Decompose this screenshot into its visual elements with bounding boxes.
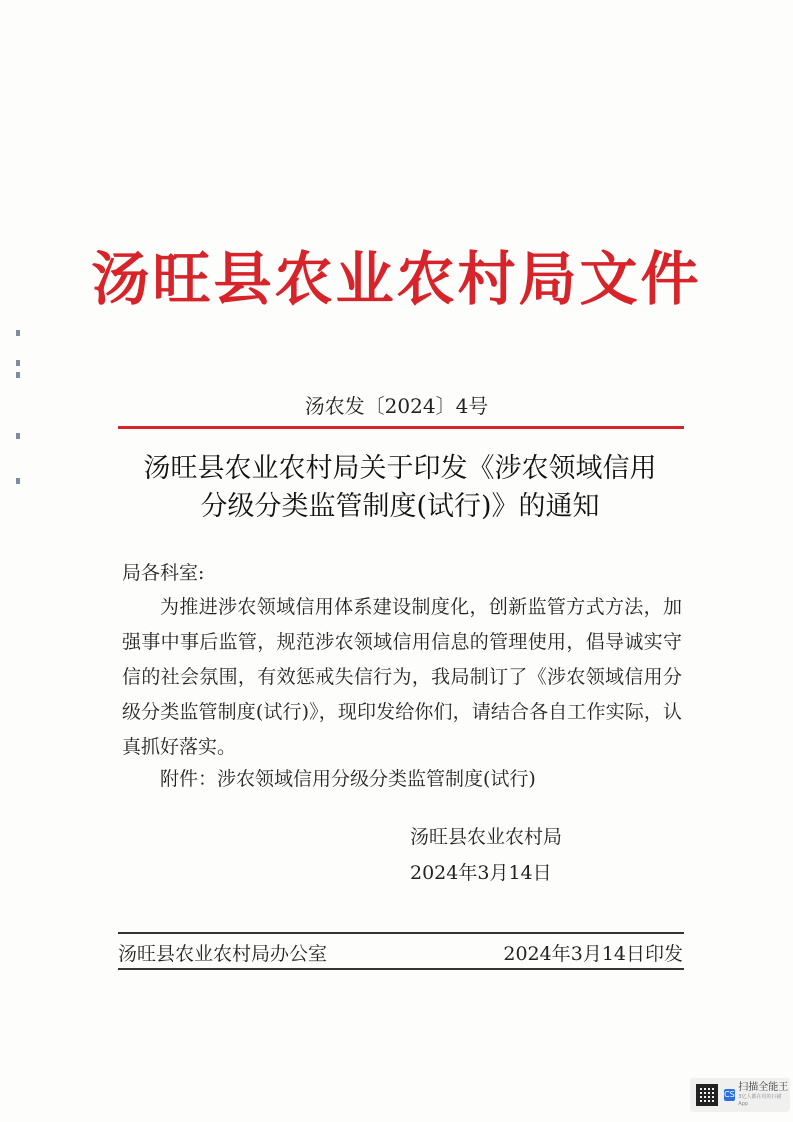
footer-office: 汤旺县农业农村局办公室 [118, 943, 328, 965]
notice-title [100, 450, 700, 526]
attachment-line: 附件：涉农领域信用分级分类监管制度(试行) [160, 768, 536, 790]
footer-divider-bottom [118, 968, 684, 970]
signer: 汤旺县农业农村局 [410, 826, 563, 848]
watermark-text [738, 1082, 790, 1108]
notice-title-line-2: 分级分类监管制度(试行)》的通知 [200, 491, 600, 522]
salutation: 局各科室: [122, 562, 205, 584]
watermark-tagline: 3亿人都在用的扫描App [738, 1094, 782, 1107]
red-divider [118, 426, 684, 429]
notice-title-line-1: 汤旺县农业农村局关于印发《涉农领域信用 [143, 453, 657, 484]
watermark-app-name: 扫描全能王 [738, 1082, 789, 1093]
footer-issue-date: 2024年3月14日印发 [503, 943, 683, 965]
document-header-title: 汤旺县农业农村局文件 [91, 245, 702, 313]
notice-body: 为推进涉农领域信用体系建设制度化，创新监管方式方法，加强事中事后监管，规范涉农领域信用信息的管理使用，倡导诚实守信的社会氛围，有效惩戒失信行为，我局制订了《涉农领域信用分级分类监管制度(试行)》，现印发给你们，请结合各自工作实际，认真抓好落实。 [122, 596, 682, 758]
sign-date: 2024年3月14日 [410, 862, 552, 884]
qr-code-icon [696, 1084, 718, 1106]
camscanner-logo-icon: CS [724, 1090, 735, 1099]
document-number: 汤农发〔2024〕4号 [304, 394, 489, 418]
scanner-watermark [690, 1078, 790, 1112]
footer-divider-top [118, 932, 684, 934]
